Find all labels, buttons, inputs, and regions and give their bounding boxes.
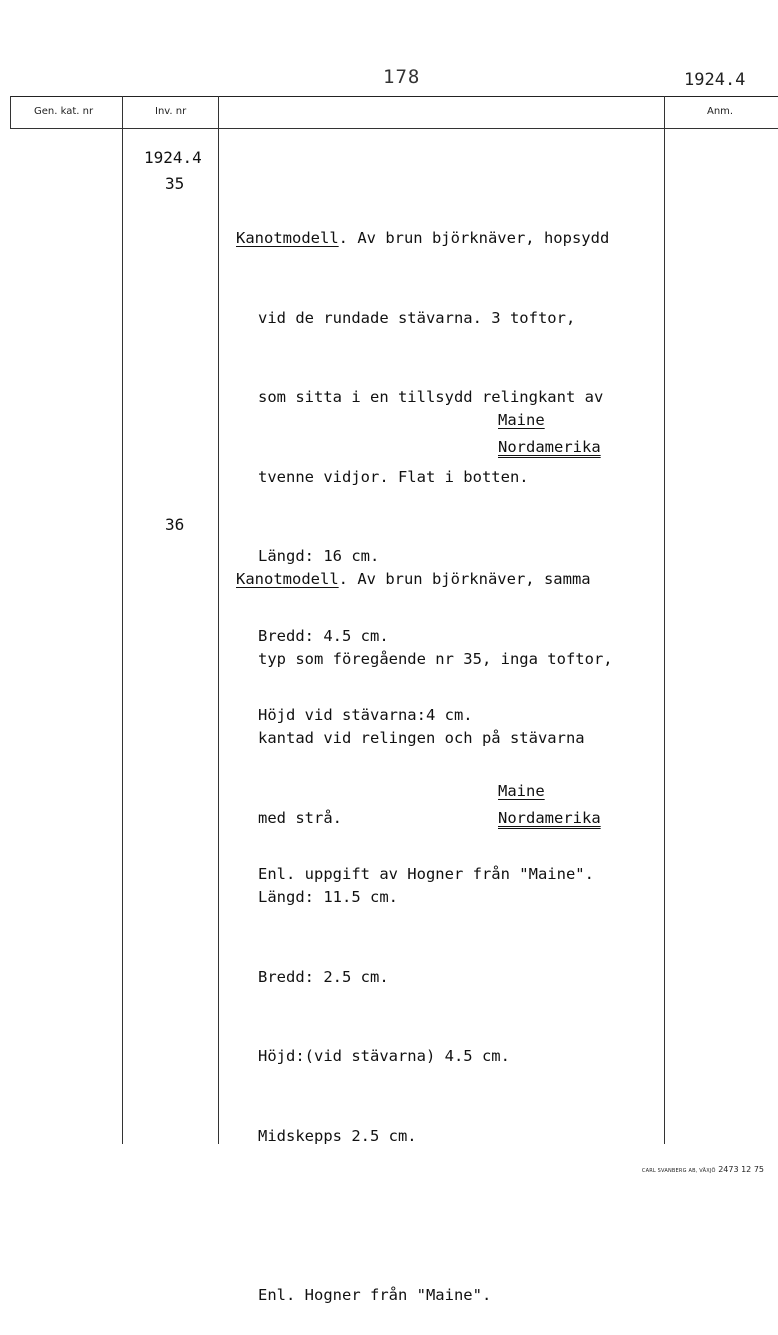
entry-text: . Av brun björknäver, hopsydd — [338, 229, 610, 247]
left-border — [10, 96, 11, 129]
printer-name: CARL SVANBERG AB, VÄXJÖ — [641, 1168, 716, 1174]
entry-line: Längd: 16 cm. — [258, 547, 380, 565]
inventory-number: 36 — [165, 515, 185, 534]
entry-line: Längd: 11.5 cm. — [258, 888, 398, 906]
location-continent: Nordamerika — [498, 437, 601, 456]
page-year: 1924.4 — [684, 70, 746, 90]
accession-number: 1924.4 — [144, 148, 202, 167]
column-divider-1 — [122, 96, 123, 1144]
entry-first-line — [236, 566, 613, 593]
entry-line: Bredd: 2.5 cm. — [258, 967, 389, 986]
entry-title: Kanotmodell — [236, 229, 339, 247]
column-divider-3 — [664, 96, 665, 1144]
form-number: 2473 12 75 — [718, 1165, 764, 1174]
location-continent: Nordamerika — [498, 808, 601, 827]
catalog-entry — [236, 513, 613, 1335]
entry-line: tvenne vidjor. Flat i botten. — [258, 467, 529, 486]
entry-location — [498, 778, 601, 831]
entry-line: som sitta i en tillsydd relingkant av — [258, 388, 604, 406]
inventory-number: 35 — [165, 174, 185, 193]
entry-line: Höjd:(vid stävarna) 4.5 cm. — [258, 1047, 510, 1065]
entry-line: Höjd vid stävarna:4 cm. — [258, 706, 473, 724]
entry-line: med strå. — [258, 808, 342, 827]
printer-imprint — [642, 1165, 764, 1174]
column-header-anm: Anm. — [707, 106, 734, 117]
entry-line: typ som föregående nr 35, inga toftor, — [258, 649, 613, 668]
entry-location — [498, 407, 601, 460]
column-header-inv-nr: Inv. nr — [155, 106, 187, 117]
entry-source: Enl. uppgift av Hogner från "Maine". — [258, 865, 594, 883]
page-number: 178 — [383, 66, 421, 88]
entry-spacer — [236, 1202, 613, 1229]
entry-first-line — [236, 225, 609, 252]
entry-source: Enl. Hogner från "Maine". — [258, 1285, 492, 1304]
header-rule — [10, 96, 778, 97]
entry-line: vid de rundade stävarna. 3 toftor, — [258, 308, 576, 327]
entry-title: Kanotmodell — [236, 570, 339, 588]
location-region: Maine — [498, 782, 545, 800]
column-header-gen-kat-nr: Gen. kat. nr — [34, 106, 94, 117]
column-divider-2 — [218, 96, 219, 1144]
location-region: Maine — [498, 411, 545, 429]
entry-text: . Av brun björknäver, samma — [338, 570, 591, 588]
entry-line: Midskepps 2.5 cm. — [258, 1126, 417, 1145]
column-header-rule — [10, 128, 778, 129]
entry-line: kantad vid relingen och på stävarna — [258, 729, 585, 747]
entry-line: Bredd: 4.5 cm. — [258, 626, 389, 645]
